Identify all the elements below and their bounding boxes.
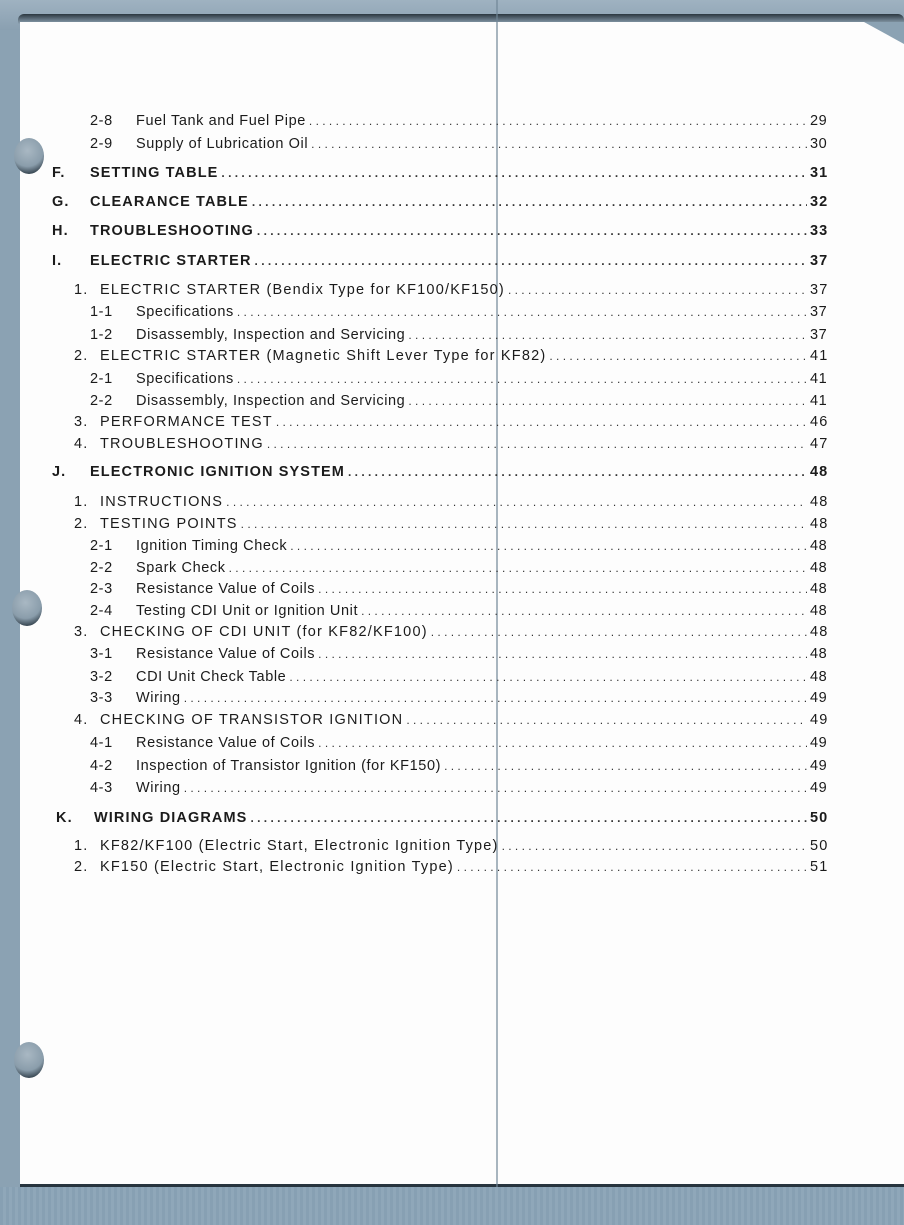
toc-section-entry [52, 194, 832, 210]
toc-entry-title: PERFORMANCE TEST [100, 414, 273, 430]
dot-leader [549, 349, 807, 363]
toc-entry-title: Ignition Timing Check [136, 538, 288, 554]
toc-subsection-entry [90, 603, 832, 619]
dot-leader [348, 465, 807, 479]
dot-leader [267, 437, 807, 451]
toc-entry-number: K. [56, 810, 73, 826]
toc-page-number: 49 [810, 712, 829, 728]
toc-entry-number: 2-2 [90, 393, 113, 409]
toc-page-number: 51 [810, 859, 829, 875]
dot-leader [250, 811, 807, 825]
toc-chapter-entry [74, 436, 832, 452]
dot-leader [408, 394, 807, 408]
toc-chapter-entry [74, 624, 832, 640]
toc-entry-title: Wiring [136, 690, 181, 706]
dot-leader [444, 759, 807, 773]
dot-leader [457, 860, 807, 874]
toc-entry-number: 2. [74, 516, 89, 532]
binder-hole-icon [14, 138, 44, 174]
toc-entry-number: 3-2 [90, 669, 113, 685]
page-corner-fold [864, 22, 904, 44]
toc-subsection-entry [90, 136, 832, 152]
toc-entry-number: 1-1 [90, 304, 113, 320]
toc-section-entry [52, 253, 832, 269]
toc-page-number: 48 [810, 516, 829, 532]
toc-entry-title: Disassembly, Inspection and Servicing [136, 393, 406, 409]
dot-leader [318, 736, 807, 750]
toc-entry-title: ELECTRIC STARTER (Bendix Type for KF100/KF150) [100, 282, 505, 298]
toc-entry-number: 2. [74, 859, 89, 875]
dot-leader [502, 839, 807, 853]
toc-entry-number: 2-4 [90, 603, 113, 619]
toc-entry-number: 4. [74, 436, 89, 452]
toc-entry-number: 4-1 [90, 735, 113, 751]
toc-entry-title: ELECTRONIC IGNITION SYSTEM [90, 464, 345, 480]
toc-entry-title: TROUBLESHOOTING [90, 223, 254, 239]
toc-page-number: 49 [810, 758, 828, 774]
toc-page-number: 31 [810, 165, 829, 181]
toc-subsection-entry [90, 780, 832, 796]
toc-chapter-entry [74, 859, 832, 875]
toc-entry-title: Disassembly, Inspection and Servicing [136, 327, 406, 343]
toc-page-number: 32 [810, 194, 829, 210]
dot-leader [289, 670, 807, 684]
toc-entry-number: 2-8 [90, 113, 113, 129]
toc-entry-title: Resistance Value of Coils [136, 735, 316, 751]
dot-leader [318, 647, 807, 661]
toc-subsection-entry [90, 758, 832, 774]
toc-page-number: 48 [810, 464, 829, 480]
toc-subsection-entry [90, 371, 832, 387]
toc-subsection-entry [90, 669, 832, 685]
toc-chapter-entry [74, 712, 832, 728]
toc-chapter-entry [74, 348, 832, 364]
toc-entry-title: CLEARANCE TABLE [90, 194, 249, 210]
toc-entry-title: KF150 (Electric Start, Electronic Ignition Type) [100, 859, 454, 875]
toc-section-entry [56, 810, 832, 826]
toc-entry-title: Supply of Lubrication Oil [136, 136, 309, 152]
toc-page-number: 48 [810, 494, 829, 510]
toc-entry-number: 4. [74, 712, 89, 728]
toc-chapter-entry [74, 838, 832, 854]
toc-entry-title: Resistance Value of Coils [136, 646, 316, 662]
toc-entry-number: 1-2 [90, 327, 113, 343]
toc-subsection-entry [90, 538, 832, 554]
toc-entry-title: Resistance Value of Coils [136, 581, 316, 597]
toc-entry-title: SETTING TABLE [90, 165, 219, 181]
toc-entry-number: 3-3 [90, 690, 113, 706]
toc-entry-title: INSTRUCTIONS [100, 494, 224, 510]
toc-entry-number: 2. [74, 348, 89, 364]
toc-entry-title: ELECTRIC STARTER [90, 253, 252, 269]
dot-leader [252, 195, 807, 209]
toc-page-number: 33 [810, 223, 829, 239]
dot-leader [406, 713, 807, 727]
dot-leader [184, 691, 807, 705]
toc-entry-title: TROUBLESHOOTING [100, 436, 264, 452]
toc-page-number: 49 [810, 690, 828, 706]
toc-page-number: 37 [810, 327, 828, 343]
toc-page-number: 37 [810, 253, 829, 269]
binder-hole-icon [12, 590, 42, 626]
toc-subsection-entry [90, 735, 832, 751]
toc-entry-number: 2-1 [90, 538, 113, 554]
toc-entry-title: KF82/KF100 (Electric Start, Electronic Ignition Type) [100, 838, 499, 854]
toc-entry-title: TESTING POINTS [100, 516, 238, 532]
dot-leader [257, 224, 807, 238]
toc-entry-title: Inspection of Transistor Ignition (for KF150) [136, 758, 442, 774]
toc-section-entry [52, 223, 832, 239]
toc-page-number: 47 [810, 436, 829, 452]
toc-entry-number: 2-9 [90, 136, 113, 152]
scanner-background-bottom [0, 1187, 904, 1225]
toc-page-number: 48 [810, 624, 829, 640]
toc-page-number: 41 [810, 371, 828, 387]
dot-leader [184, 781, 807, 795]
toc-page-number: 41 [810, 393, 828, 409]
toc-page-number: 48 [810, 603, 828, 619]
toc-entry-number: 3. [74, 414, 89, 430]
toc-entry-number: G. [52, 194, 70, 210]
toc-page-number: 48 [810, 646, 828, 662]
toc-section-entry [52, 165, 832, 181]
toc-entry-title: CHECKING OF TRANSISTOR IGNITION [100, 712, 404, 728]
toc-entry-title: CDI Unit Check Table [136, 669, 287, 685]
dot-leader [226, 495, 807, 509]
toc-subsection-entry [90, 393, 832, 409]
dot-leader [508, 283, 807, 297]
dot-leader [408, 328, 807, 342]
toc-chapter-entry [74, 414, 832, 430]
toc-entry-title: Specifications [136, 304, 234, 320]
dot-leader [241, 517, 807, 531]
toc-entry-number: 3. [74, 624, 89, 640]
toc-entry-title: CHECKING OF CDI UNIT (for KF82/KF100) [100, 624, 428, 640]
dot-leader [237, 372, 807, 386]
toc-entry-number: 4-3 [90, 780, 113, 796]
toc-entry-title: WIRING DIAGRAMS [94, 810, 248, 826]
toc-entry-number: 2-2 [90, 560, 113, 576]
dot-leader [309, 114, 807, 128]
dot-leader [221, 166, 807, 180]
toc-subsection-entry [90, 646, 832, 662]
toc-page-number: 49 [810, 735, 828, 751]
toc-entry-title: Spark Check [136, 560, 226, 576]
toc-chapter-entry [74, 494, 832, 510]
toc-entry-number: J. [52, 464, 67, 480]
toc-subsection-entry [90, 690, 832, 706]
toc-entry-number: 2-1 [90, 371, 113, 387]
toc-subsection-entry [90, 113, 832, 129]
dot-leader [361, 604, 807, 618]
toc-entry-number: H. [52, 223, 69, 239]
toc-entry-number: 1. [74, 494, 89, 510]
dot-leader [290, 539, 807, 553]
toc-entry-number: 3-1 [90, 646, 113, 662]
dot-leader [431, 625, 807, 639]
toc-chapter-entry [74, 282, 832, 298]
toc-subsection-entry [90, 304, 832, 320]
toc-subsection-entry [90, 581, 832, 597]
toc-entry-title: Fuel Tank and Fuel Pipe [136, 113, 306, 129]
toc-page-number: 50 [810, 810, 829, 826]
toc-entry-number: I. [52, 253, 63, 269]
toc-entry-title: Specifications [136, 371, 234, 387]
toc-page-number: 48 [810, 669, 828, 685]
toc-page-number: 46 [810, 414, 829, 430]
toc-page-number: 48 [810, 581, 828, 597]
toc-entry-number: F. [52, 165, 66, 181]
toc-section-entry [52, 464, 832, 480]
toc-entry-number: 4-2 [90, 758, 113, 774]
binder-hole-icon [14, 1042, 44, 1078]
toc-page-number: 49 [810, 780, 828, 796]
toc-subsection-entry [90, 327, 832, 343]
toc-entry-title: Testing CDI Unit or Ignition Unit [136, 603, 359, 619]
toc-page-number: 50 [810, 838, 829, 854]
toc-entry-number: 1. [74, 838, 89, 854]
toc-page-number: 48 [810, 560, 828, 576]
toc-page-number: 41 [810, 348, 829, 364]
toc-entry-number: 2-3 [90, 581, 113, 597]
dot-leader [229, 561, 807, 575]
toc-page-number: 30 [810, 136, 828, 152]
toc-entry-number: 1. [74, 282, 89, 298]
toc-page-number: 29 [810, 113, 828, 129]
toc-subsection-entry [90, 560, 832, 576]
dot-leader [237, 305, 807, 319]
toc-page-number: 37 [810, 304, 828, 320]
toc-chapter-entry [74, 516, 832, 532]
dot-leader [276, 415, 807, 429]
toc-entry-title: Wiring [136, 780, 181, 796]
dot-leader [318, 582, 807, 596]
toc-page-number: 37 [810, 282, 829, 298]
toc-entry-title: ELECTRIC STARTER (Magnetic Shift Lever Type for KF82) [100, 348, 547, 364]
dot-leader [311, 137, 807, 151]
toc-page-number: 48 [810, 538, 828, 554]
dot-leader [255, 254, 807, 268]
